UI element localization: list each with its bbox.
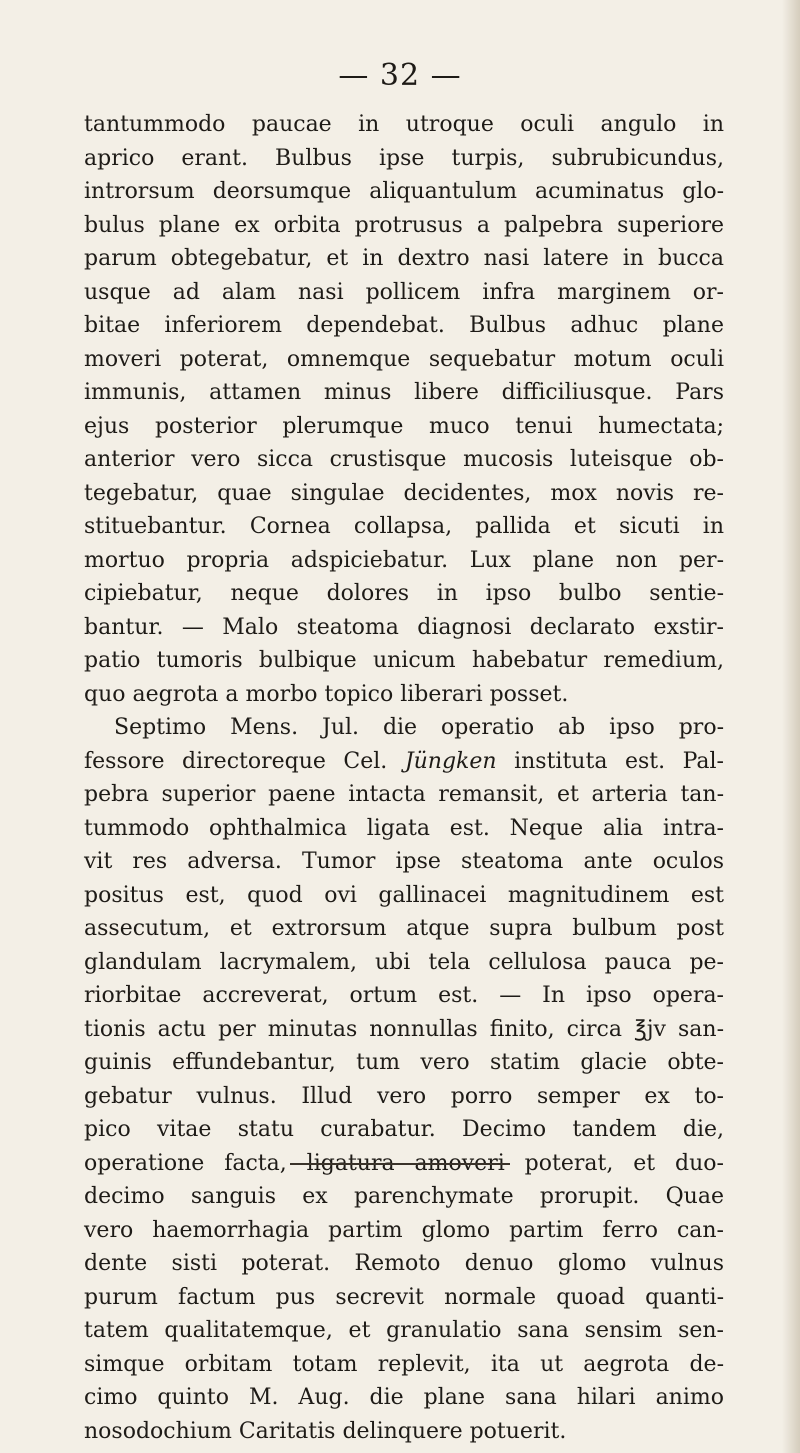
text-line: stituebantur. Cornea collapsa, pallida et sicuti in: [84, 514, 724, 539]
text-segment: instituta est. Pal-: [514, 748, 724, 774]
text-line: purum factum pus secrevit normale quoad quanti-: [84, 1284, 724, 1310]
text-line: immunis, attamen minus libere difficiliusque. Pars: [84, 380, 724, 405]
text-line: tummodo ophthalmica ligata est. Neque alia intra-: [84, 815, 724, 841]
text-line: tionis actu per minutas nonnullas finito, circa ℥jv san-: [84, 1016, 724, 1042]
text-line: patio tumoris bulbique unicum habebatur remedium,: [84, 648, 724, 673]
text-line: parum obtegebatur, et in dextro nasi latere in bucca: [84, 246, 724, 271]
text-line: tegebatur, quae singulae decidentes, mox novis re-: [84, 480, 724, 506]
text-line: riorbitae accreverat, ortum est. — In ipso opera-: [84, 983, 724, 1008]
text-line: vit res adversa. Tumor ipse steatoma ante oculos: [84, 849, 724, 874]
text-line: assecutum, et extrorsum atque supra bulbum post: [84, 916, 724, 941]
author-name: Jüngken: [404, 748, 497, 774]
text-line: moveri poterat, omnemque sequebatur motum oculi: [84, 346, 724, 372]
text-segment: fessore directoreque Cel.: [84, 748, 388, 774]
text-line: guinis effundebantur, tum vero statim glacie obte-: [84, 1050, 724, 1075]
text-line: quo aegrota a morbo topico liberari posset.: [84, 681, 569, 707]
text-line: dente sisti poterat. Remoto denuo glomo vulnus: [84, 1251, 724, 1276]
text-line: tantummodo paucae in utroque oculi angulo in: [84, 112, 724, 137]
text-line: positus est, quod ovi gallinacei magnitudinem est: [84, 882, 724, 908]
text-line: gebatur vulnus. Illud vero porro semper ex to-: [84, 1083, 724, 1109]
text-line: bulus plane ex orbita protrusus a palpebra superiore: [84, 212, 724, 238]
text-line: bantur. — Malo steatoma diagnosi declarato exstir-: [84, 614, 724, 640]
text-line: introrsum deorsumque aliquantulum acuminatus glo-: [84, 179, 724, 204]
text-line: operatione facta, ligatura amoveri poterat, et duo-: [84, 1150, 724, 1176]
text-line: cimo quinto M. Aug. die plane sana hilari animo: [84, 1385, 724, 1410]
page-number: — 32 —: [338, 58, 462, 93]
text-line: mortuo propria adspiciebatur. Lux plane non per-: [84, 547, 724, 573]
text-line: [84, 711, 724, 745]
body-text: [84, 108, 724, 1448]
text-line: decimo sanguis ex parenchymate prorupit. Quae: [84, 1184, 724, 1209]
text-line: glandulam lacrymalem, ubi tela cellulosa pauca pe-: [84, 949, 724, 975]
text-line: vero haemorrhagia partim glomo partim ferro can-: [84, 1217, 724, 1243]
text-line: anterior vero sicca crustisque mucosis luteisque ob-: [84, 447, 724, 472]
text-line: ejus posterior plerumque muco tenui humectata;: [84, 413, 724, 439]
text-line: pico vitae statu curabatur. Decimo tandem die,: [84, 1117, 724, 1142]
text-line: usque ad alam nasi pollicem infra marginem or-: [84, 279, 724, 305]
text-line: pebra superior paene intacta remansit, et arteria tan-: [84, 782, 724, 807]
text-line: [84, 745, 724, 779]
text-line: simque orbitam totam replevit, ita ut aegrota de-: [84, 1351, 724, 1377]
page-edge-shadow: [782, 0, 800, 1453]
section-divider: [290, 1163, 510, 1165]
text-segment: Septimo Mens. Jul. die operatio ab ipso pro-: [114, 715, 724, 740]
text-line: cipiebatur, neque dolores in ipso bulbo sentie-: [84, 581, 724, 606]
text-line: bitae inferiorem dependebat. Bulbus adhuc plane: [84, 313, 724, 338]
text-line: nosodochium Caritatis delinquere potuerit.: [84, 1418, 567, 1444]
text-line: tatem qualitatemque, et granulatio sana sensim sen-: [84, 1318, 724, 1343]
text-line: aprico erant. Bulbus ipse turpis, subrubicundus,: [84, 145, 724, 171]
